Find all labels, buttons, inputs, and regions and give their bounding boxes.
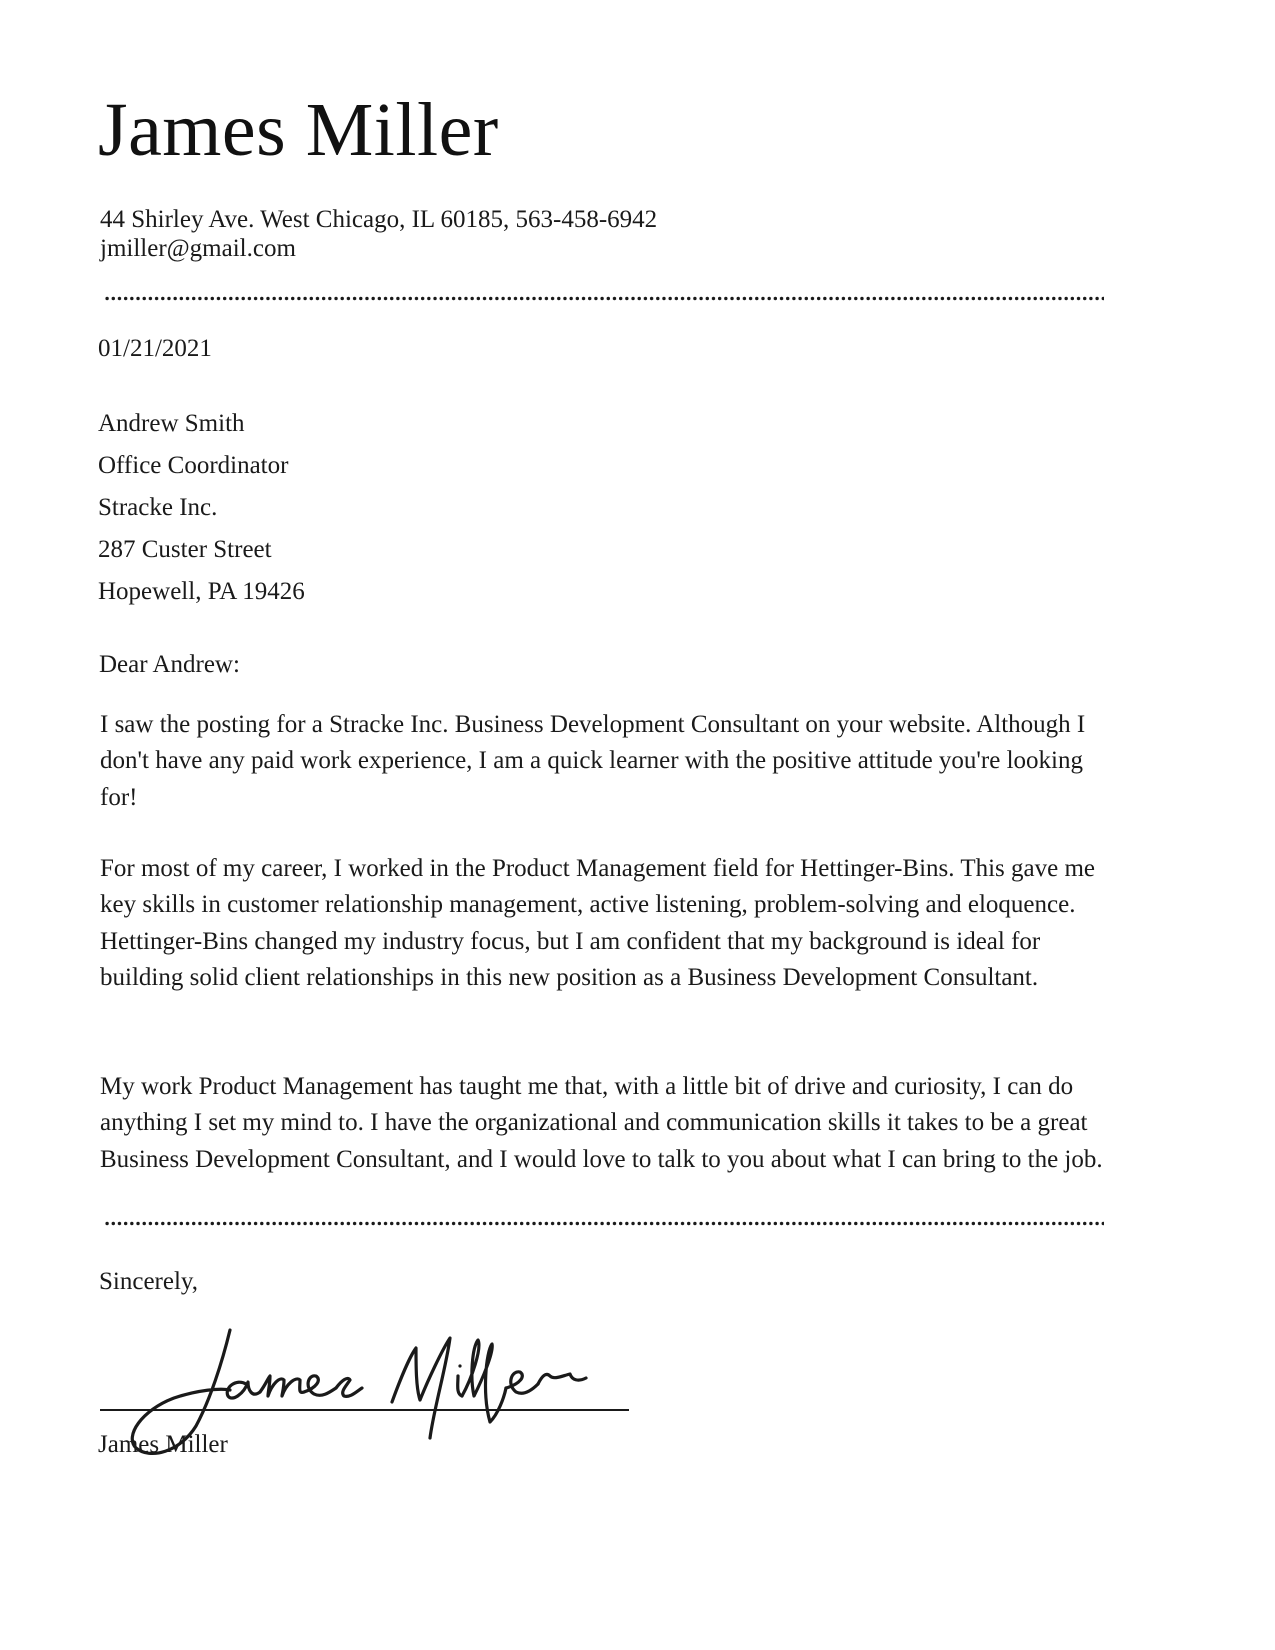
recipient-block <box>98 403 305 613</box>
sender-contact-block <box>100 205 657 263</box>
sender-email: jmiller@gmail.com <box>100 235 296 262</box>
recipient-name: Andrew Smith <box>98 410 245 437</box>
salutation: Dear Andrew: <box>99 651 240 678</box>
recipient-title: Office Coordinator <box>98 452 289 479</box>
body-paragraph-3: My work Product Management has taught me that, with a little bit of drive and curiosity, I can do anything I set my mind to. I have the organizational and communication skills it takes to be a great Business Development Consultant, and I would love to talk to you about what I can bring to the job. <box>100 1073 1103 1173</box>
bottom-dotted-divider <box>104 1221 1104 1226</box>
letter-date: 01/21/2021 <box>98 335 212 362</box>
recipient-city-state-zip: Hopewell, PA 19426 <box>98 578 305 605</box>
recipient-company: Stracke Inc. <box>98 494 218 521</box>
body-paragraph-2: For most of my career, I worked in the Product Management field for Hettinger-Bins. This gave me key skills in customer relationship management, active listening, problem-solving and eloquence. Hettinger-Bins changed my industry focus, but I am confident that my background is ideal for building solid client relationships in this new position as a Business Development Consultant. <box>100 855 1095 991</box>
sender-address-phone: 44 Shirley Ave. West Chicago, IL 60185, 563-458-6942 <box>100 206 658 233</box>
printed-signer-name: James Miller <box>98 1431 228 1458</box>
recipient-street: 287 Custer Street <box>98 536 272 563</box>
body-paragraph-1: I saw the posting for a Stracke Inc. Business Development Consultant on your website. Although I don't have any paid work experience, I am a quick learner with the positive attitude you're looking for! <box>100 711 1086 811</box>
closing-phrase: Sincerely, <box>99 1268 199 1295</box>
top-dotted-divider <box>104 296 1104 301</box>
sender-name-heading: James Miller <box>98 88 499 172</box>
